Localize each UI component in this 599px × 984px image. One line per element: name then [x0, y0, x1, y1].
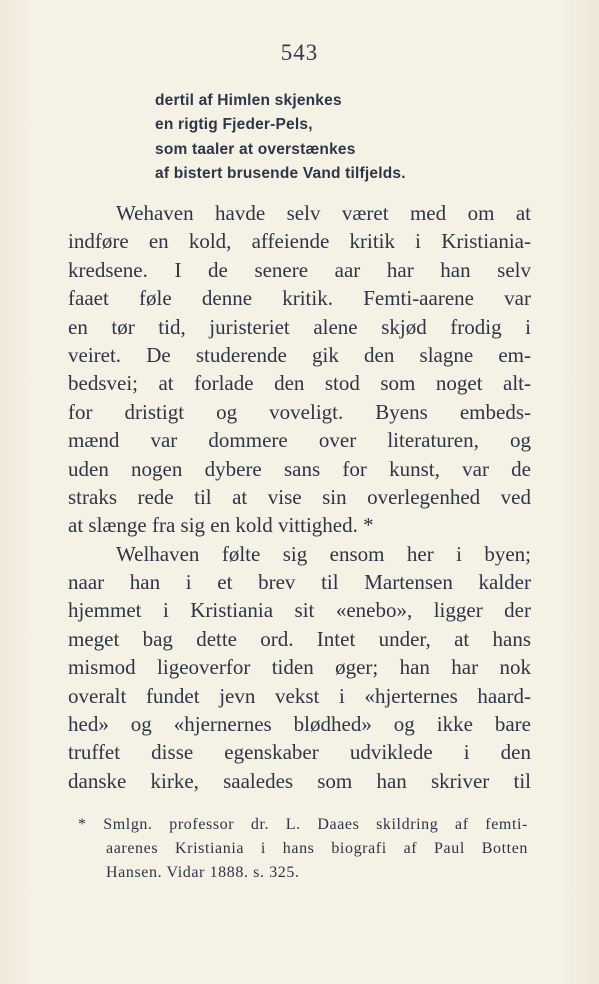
verse-line: af bistert brusende Vand tilfjelds.	[155, 164, 406, 182]
text-line: at slænge fra sig en kold vittighed. *	[68, 513, 374, 538]
text-line: indføre en kold, affeiende kritik i Kristiania-	[68, 229, 531, 254]
text-line: hjemmet i Kristiania sit «enebo», ligger der	[68, 598, 531, 623]
text-line: Wehaven havde selv været med om at	[116, 201, 531, 225]
body-text	[68, 199, 531, 795]
text-line: meget bag dette ord. Intet under, at hans	[68, 626, 531, 651]
footnote-line: Hansen. Vidar 1888. s. 325.	[106, 864, 300, 881]
text-line: danske kirke, saaledes som han skriver til	[68, 768, 531, 793]
text-line: faaet føle denne kritik. Femti-aarene var	[68, 286, 531, 311]
text-line: Welhaven følte sig ensom her i byen;	[116, 541, 531, 566]
text-line: hed» og «hjernernes blødhed» og ikke bare	[68, 712, 531, 737]
text-line: straks rede til at vise sin overlegenhed ved	[68, 484, 531, 509]
text-line: kredsene. I de senere aar har han selv	[68, 257, 531, 282]
text-line: mænd var dommere over literaturen, og	[68, 428, 531, 453]
text-line: truffet disse egenskaber udviklede i den	[68, 740, 531, 765]
footnote-line: * Smlgn. professor dr. L. Daaes skildring af femti-	[78, 816, 528, 833]
footnote	[78, 813, 528, 885]
text-line: en tør tid, juristeriet alene skjød frodig i	[68, 314, 531, 339]
verse-line: en rigtig Fjeder-Pels,	[155, 116, 313, 134]
text-line: overalt fundet jevn vekst i «hjerternes haard-	[68, 683, 531, 708]
text-line: naar han i et brev til Martensen kalder	[68, 570, 531, 595]
text-line: bedsvei; at forlade den stod som noget alt-	[68, 371, 531, 396]
page-number: 543	[280, 40, 319, 65]
verse-line: dertil af Himlen skjenkes	[155, 92, 342, 109]
text-line: mismod ligeoverfor tiden øger; han har nok	[68, 655, 531, 680]
text-line: veiret. De studerende gik den slagne em-	[68, 342, 531, 367]
verse-quote	[155, 89, 455, 186]
text-line: for dristigt og voveligt. Byens embeds-	[68, 399, 531, 424]
verse-line: som taaler at overstænkes	[155, 140, 356, 158]
text-line: uden nogen dybere sans for kunst, var de	[68, 456, 531, 481]
footnote-line: aarenes Kristiania i hans biografi af Paul Botten	[106, 840, 528, 857]
